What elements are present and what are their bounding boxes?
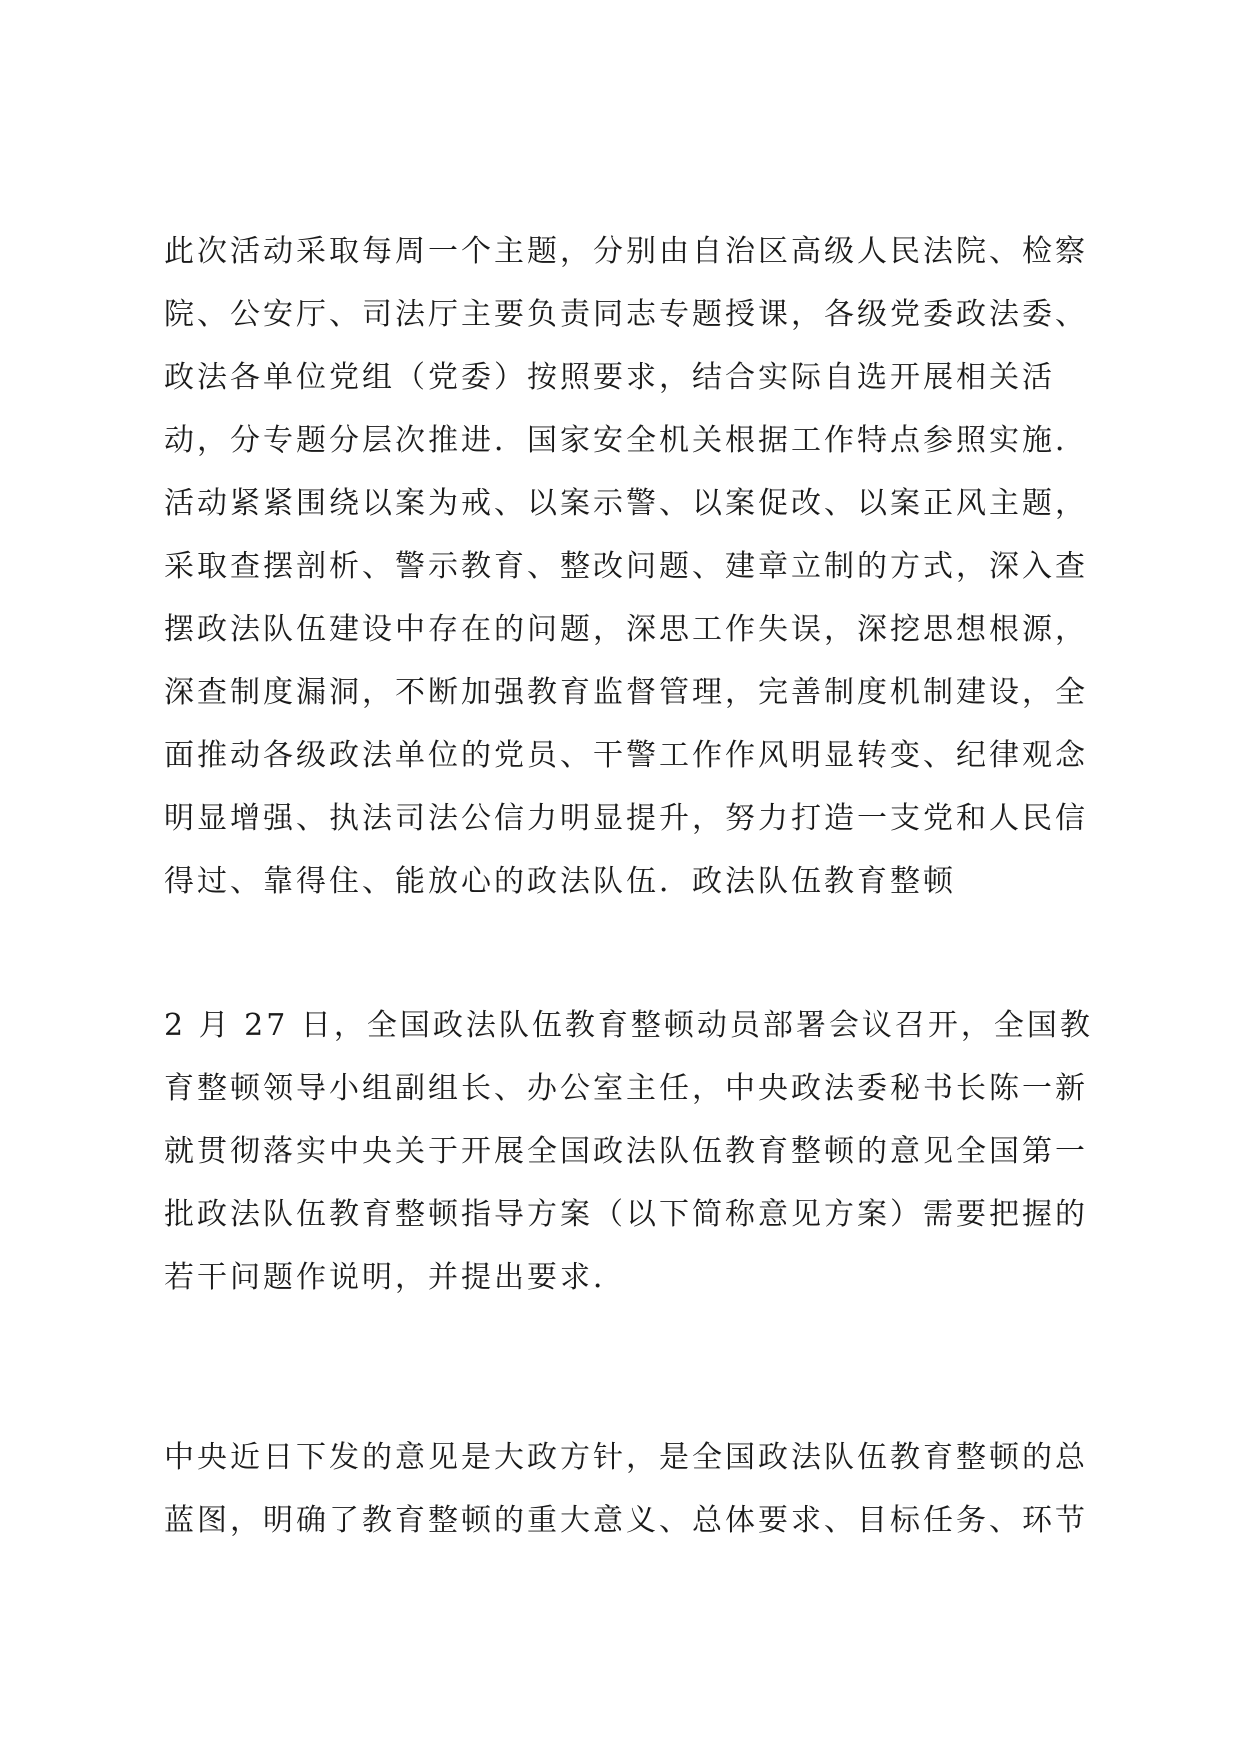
text-line: 动，分专题分层次推进．国家安全机关根据工作特点参照实施． xyxy=(164,423,1088,458)
text-line: 中央近日下发的意见是大政方针，是全国政法队伍教育整顿的总 xyxy=(164,1440,1088,1475)
text-line: 采取查摆剖析、警示教育、整改问题、建章立制的方式，深入查 xyxy=(164,549,1088,584)
paragraph-central-opinion xyxy=(164,1426,1104,1552)
text-line: 育整顿领导小组副组长、办公室主任，中央政法委秘书长陈一新 xyxy=(164,1071,1088,1106)
text-line: 若干问题作说明，并提出要求． xyxy=(164,1260,626,1295)
paragraph-mobilization-meeting xyxy=(164,994,1104,1309)
text-line: 得过、靠得住、能放心的政法队伍．政法队伍教育整顿 xyxy=(164,864,956,899)
text-line: 活动紧紧围绕以案为戒、以案示警、以案促改、以案正风主题， xyxy=(164,486,1088,521)
text-line: 院、公安厅、司法厅主要负责同志专题授课，各级党委政法委、 xyxy=(164,297,1088,332)
text-line: 就贯彻落实中央关于开展全国政法队伍教育整顿的意见全国第一 xyxy=(164,1134,1088,1169)
text-line: 摆政法队伍建设中存在的问题，深思工作失误，深挖思想根源， xyxy=(164,612,1088,647)
text-line: 2 月 27 日，全国政法队伍教育整顿动员部署会议召开，全国教 xyxy=(164,1008,1093,1043)
text-line: 深查制度漏洞，不断加强教育监督管理，完善制度机制建设，全 xyxy=(164,675,1088,710)
text-line: 蓝图，明确了教育整顿的重大意义、总体要求、目标任务、环节 xyxy=(164,1503,1088,1538)
text-line: 此次活动采取每周一个主题，分别由自治区高级人民法院、检察 xyxy=(164,234,1088,269)
text-line: 明显增强、执法司法公信力明显提升，努力打造一支党和人民信 xyxy=(164,801,1088,836)
text-line: 面推动各级政法单位的党员、干警工作作风明显转变、纪律观念 xyxy=(164,738,1088,773)
paragraph-activity-overview xyxy=(164,220,1104,913)
text-line: 政法各单位党组（党委）按照要求，结合实际自选开展相关活 xyxy=(164,360,1055,395)
text-line: 批政法队伍教育整顿指导方案（以下简称意见方案）需要把握的 xyxy=(164,1197,1088,1232)
